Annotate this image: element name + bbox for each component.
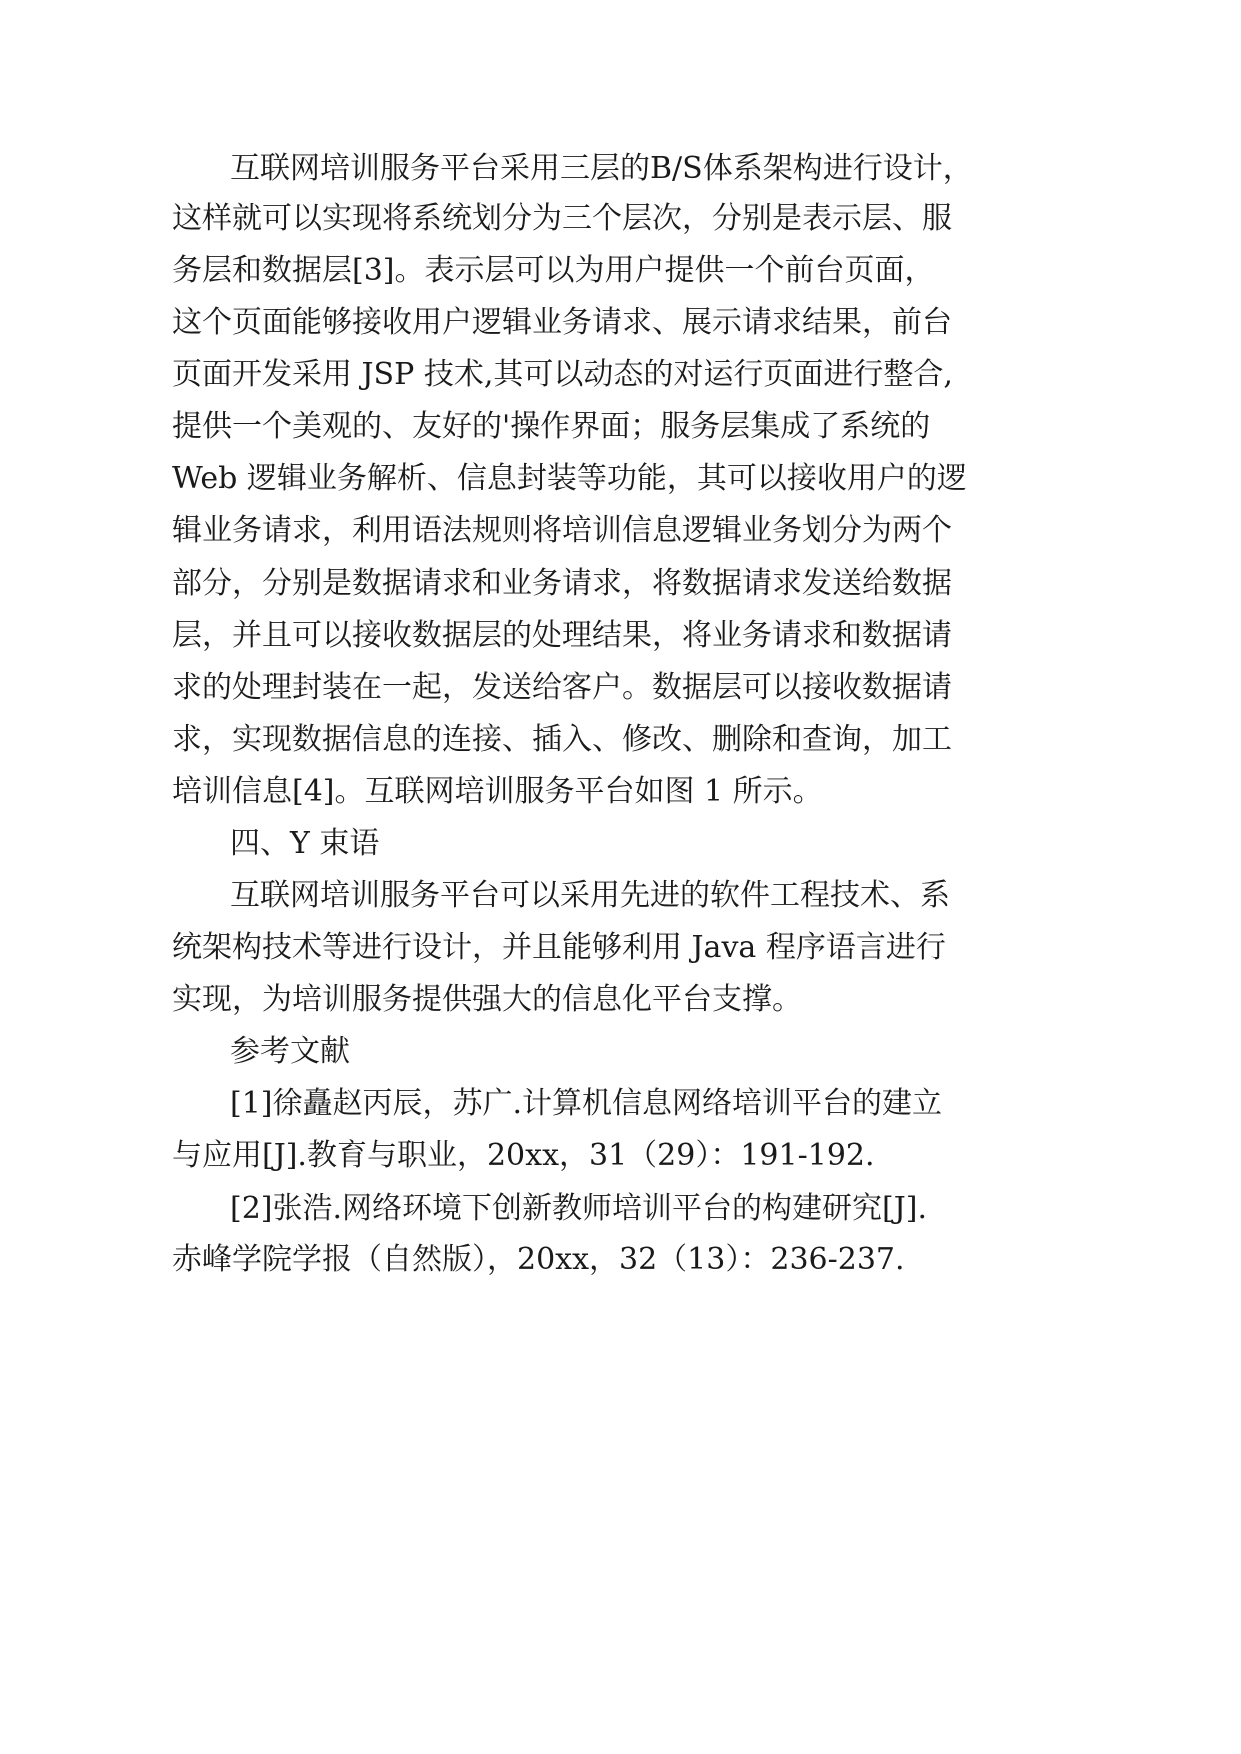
paragraph-line: 务层和数据层[3]。表示层可以为用户提供一个前台页面，	[172, 253, 935, 288]
reference-line: 赤峰学院学报（自然版），20xx，32（13）：236-237.	[172, 1242, 905, 1277]
paragraph-line: 统架构技术等进行设计，并且能够利用 Java 程序语言进行	[172, 930, 946, 965]
paragraph-line: 层，并且可以接收数据层的处理结果，将业务请求和数据请	[172, 618, 952, 653]
paragraph-line: 这个页面能够接收用户逻辑业务请求、展示请求结果，前台	[172, 305, 952, 340]
paragraph-line: 辑业务请求，利用语法规则将培训信息逻辑业务划分为两个	[172, 513, 952, 548]
paragraph-line: 求的处理封装在一起，发送给客户。数据层可以接收数据请	[172, 670, 952, 705]
paragraph-line: 实现，为培训服务提供强大的信息化平台支撑。	[172, 982, 802, 1017]
paragraph-line: 页面开发采用 JSP 技术,其可以动态的对运行页面进行整合,	[172, 357, 953, 392]
reference-line: 与应用[J].教育与职业，20xx，31（29）：191-192.	[172, 1138, 875, 1173]
paragraph-line: 互联网培训服务平台采用三层的B/S体系架构进行设计，	[230, 151, 973, 186]
paragraph-line: Web 逻辑业务解析、信息封装等功能，其可以接收用户的逻	[172, 461, 967, 496]
reference-line: [2]张浩.网络环境下创新教师培训平台的构建研究[J].	[230, 1191, 928, 1226]
paragraph-line: 这样就可以实现将系统划分为三个层次，分别是表示层、服	[172, 201, 952, 236]
section-heading: 四、Y 束语	[230, 826, 380, 861]
paragraph-line: 部分，分别是数据请求和业务请求，将数据请求发送给数据	[172, 566, 952, 601]
paragraph-line: 培训信息[4]。互联网培训服务平台如图 1 所示。	[172, 774, 823, 809]
paragraph-line: 互联网培训服务平台可以采用先进的软件工程技术、系	[230, 878, 950, 913]
paragraph-line: 求，实现数据信息的连接、插入、修改、删除和查询，加工	[172, 722, 952, 757]
reference-line: [1]徐矗赵丙辰，苏广.计算机信息网络培训平台的建立	[230, 1086, 943, 1121]
paragraph-line: 提供一个美观的、友好的'操作界面；服务层集成了系统的	[172, 409, 931, 444]
references-heading: 参考文献	[230, 1034, 350, 1069]
